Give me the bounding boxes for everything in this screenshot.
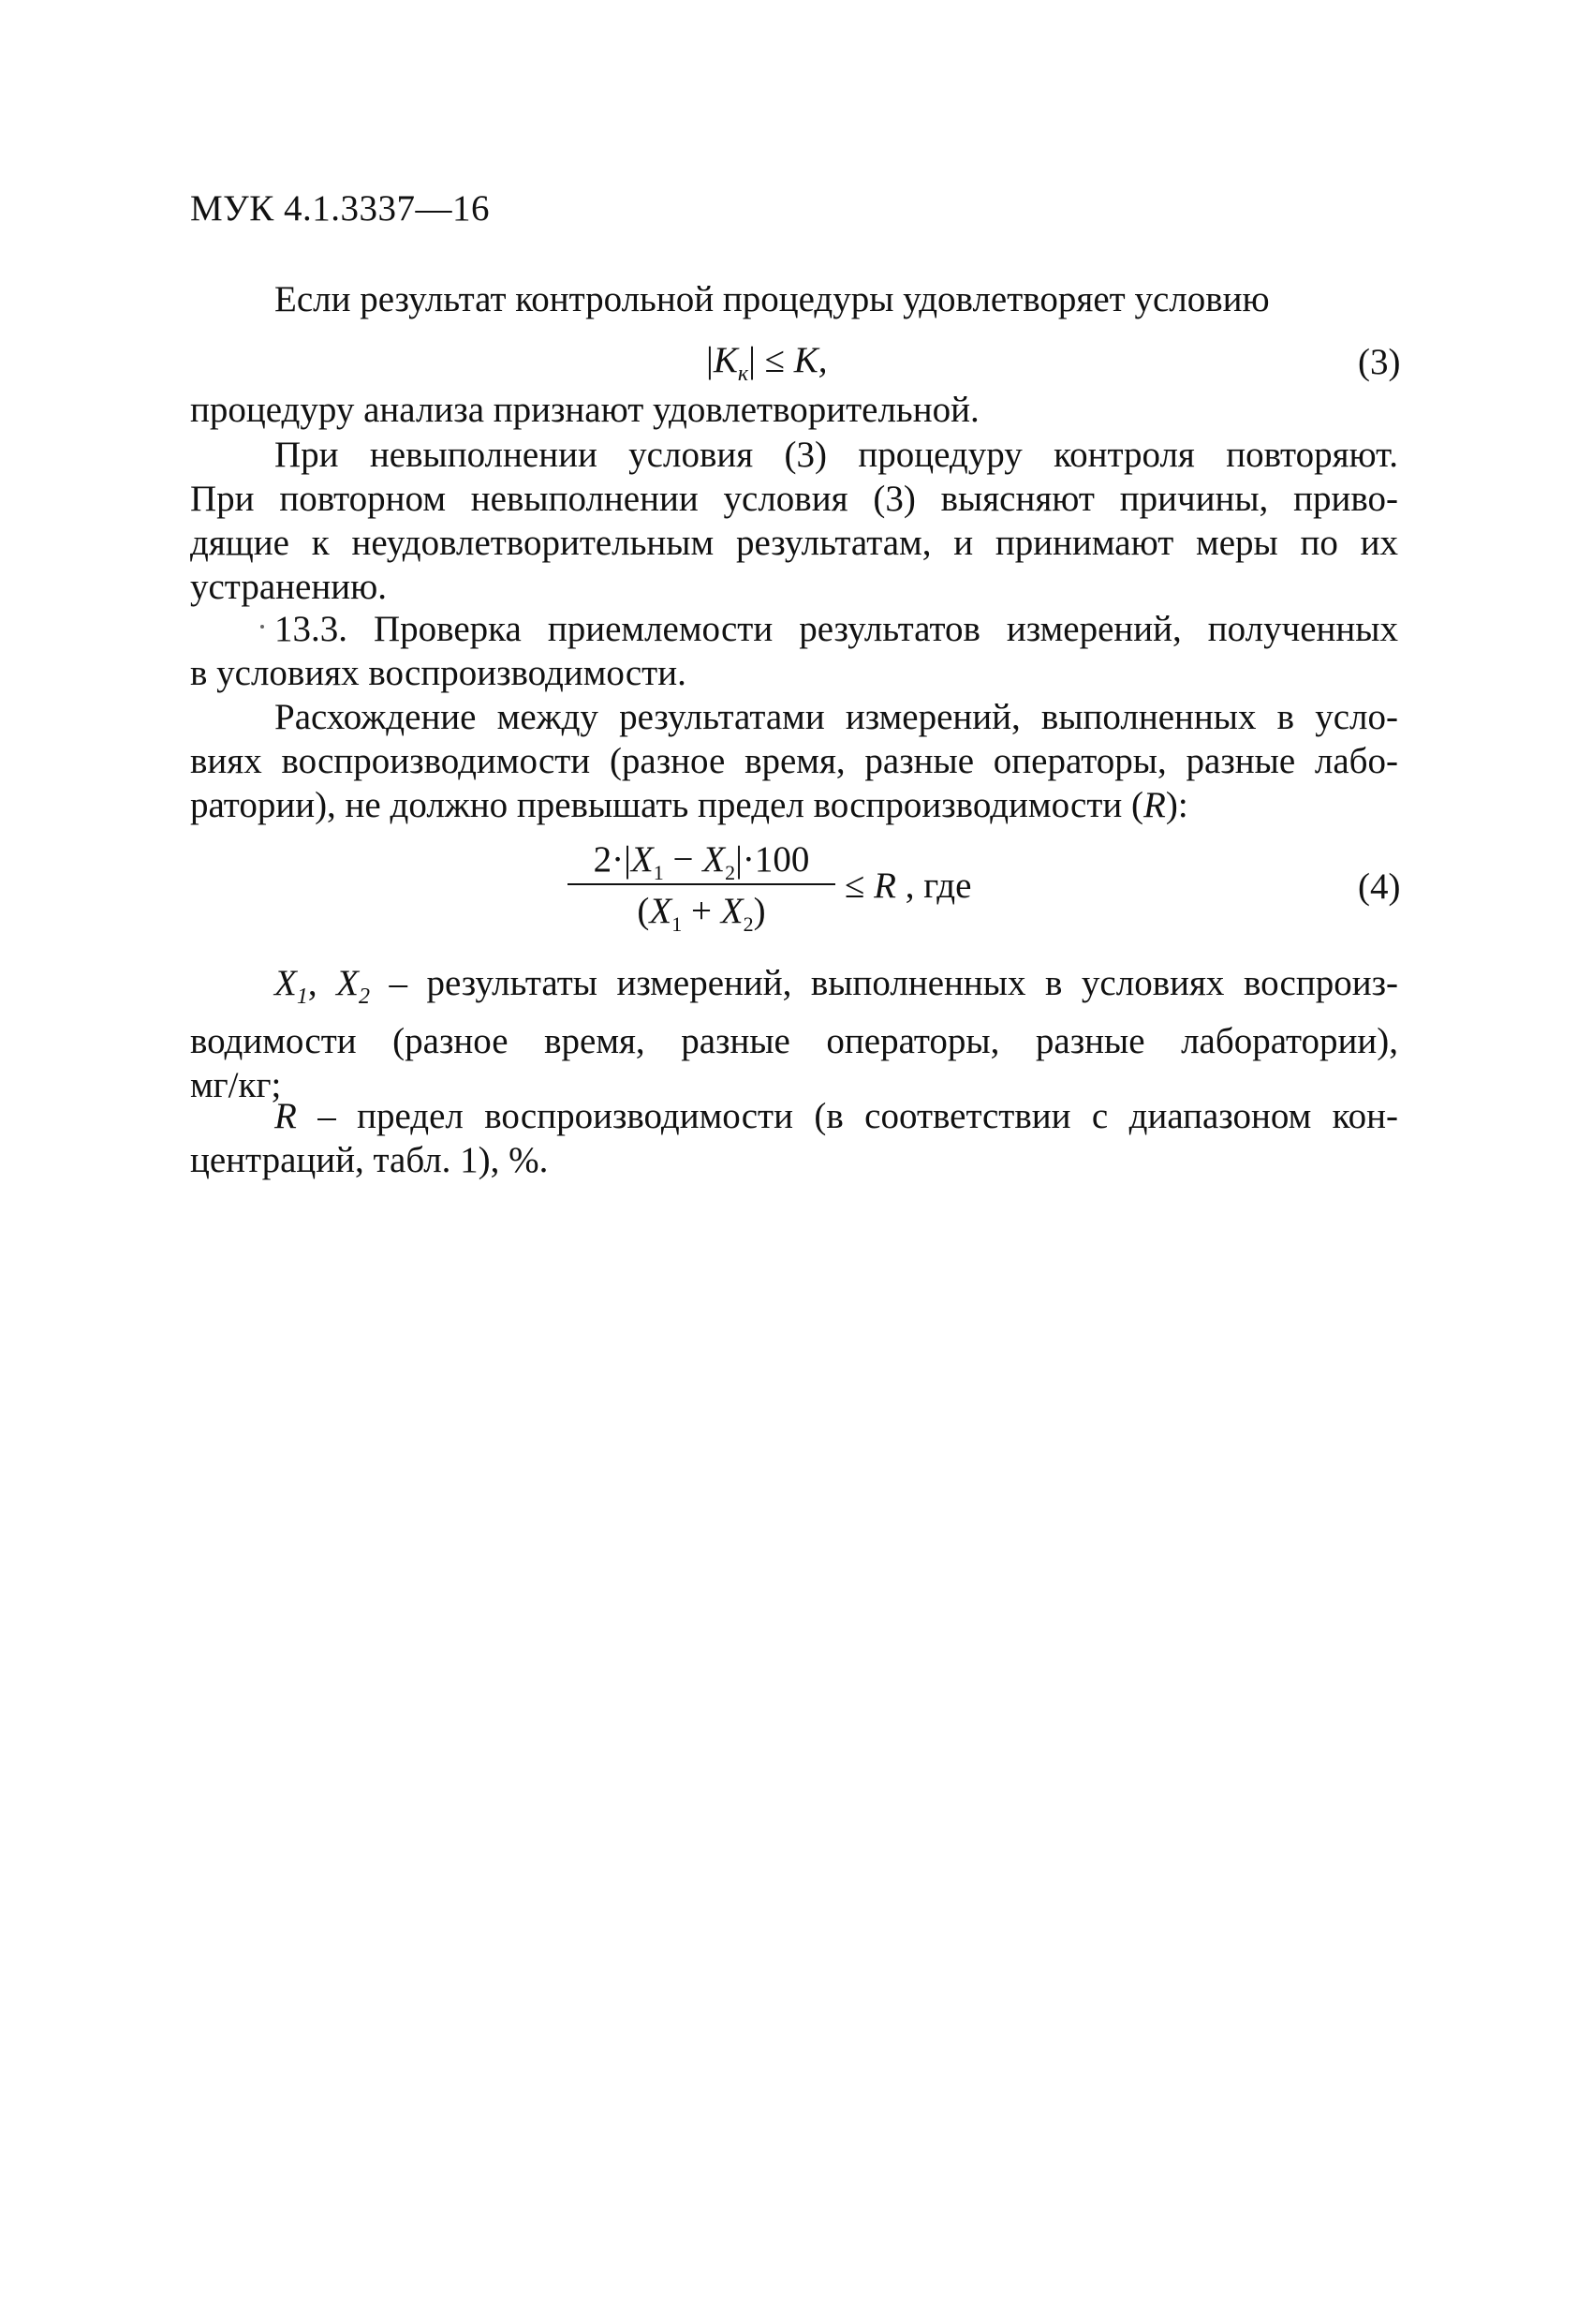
paragraph-conclusion bbox=[190, 388, 1398, 432]
text-line: При повторном невыполнении условия (3) выясняют причины, приво- bbox=[190, 479, 1398, 519]
formula-number-3: (3) bbox=[1358, 342, 1401, 382]
text-line: Если результат контрольной процедуры удовлетворяет условию bbox=[274, 279, 1270, 319]
text-line: Расхождение между результатами измерений, выполненных в усло- bbox=[274, 697, 1398, 737]
formula-var: X bbox=[720, 891, 744, 931]
text-line: устранению. bbox=[190, 567, 387, 607]
formula-4 bbox=[566, 836, 996, 949]
formula-text: 2·| bbox=[593, 839, 631, 880]
formula-var: K bbox=[713, 340, 738, 380]
text-fragment: – предел воспроизводимости (в соответствии с диапазоном кон- bbox=[296, 1096, 1398, 1136]
formula-subscript: 2 bbox=[743, 911, 754, 936]
formula-rhs: K, bbox=[793, 340, 828, 380]
formula-relation: ≤ bbox=[755, 340, 794, 380]
text-line: водимости (разное время, разные операторы, разные лаборатории), bbox=[190, 1020, 1398, 1061]
paragraph-repeat-control bbox=[190, 433, 1398, 609]
text-line: в условиях воспроизводимости. bbox=[190, 653, 686, 693]
text-line bbox=[190, 961, 1398, 1019]
text-fragment: , bbox=[307, 963, 337, 1003]
text-line: процедуру анализа признают удовлетворительной. bbox=[190, 390, 980, 430]
paragraph-reproducibility bbox=[190, 695, 1398, 827]
formula-subscript: 2 bbox=[358, 984, 370, 1009]
text-line: виях воспроизводимости (разное время, разные операторы, разные лабо- bbox=[190, 741, 1398, 781]
text-line bbox=[190, 1094, 1398, 1138]
formula-relation: ≤ bbox=[845, 866, 875, 906]
text-line: центраций, табл. 1), %. bbox=[190, 1140, 549, 1180]
formula-subscript: 1 bbox=[653, 860, 664, 884]
text-line: При невыполнении условия (3) процедуру контроля повторяют. bbox=[274, 435, 1398, 475]
fraction bbox=[566, 836, 837, 934]
formula-var: R bbox=[874, 866, 896, 906]
paragraph-variable-definition-x bbox=[190, 961, 1398, 1107]
formula-subscript: 1 bbox=[296, 984, 308, 1009]
formula-var: X bbox=[336, 963, 359, 1003]
text-fragment: – результаты измерений, выполненных в условиях воспроиз- bbox=[369, 963, 1399, 1003]
section-heading-line: 13.3. Проверка приемлемости результатов измерений, полученных bbox=[274, 609, 1398, 649]
text-line bbox=[190, 783, 1398, 827]
formula-var: X bbox=[702, 839, 726, 880]
formula-var: R bbox=[274, 1096, 297, 1136]
text-line: мг/кг; bbox=[190, 1064, 282, 1105]
abs-bar: | bbox=[748, 340, 756, 380]
paragraph-variable-definition-r bbox=[190, 1094, 1398, 1182]
formula-text: ( bbox=[637, 891, 650, 931]
formula-text: ) bbox=[753, 891, 766, 931]
text-line: дящие к неудовлетворительным результатам, и принимают меры по их bbox=[190, 523, 1398, 563]
paragraph-section-13-3 bbox=[190, 607, 1398, 695]
text-fragment: ратории), не должно превышать предел воспроизводимости ( bbox=[190, 785, 1144, 825]
text-fragment: ): bbox=[1165, 785, 1188, 825]
formula-var: R bbox=[1143, 785, 1166, 825]
formula-operator: − bbox=[663, 839, 703, 880]
abs-bar: | bbox=[706, 340, 714, 380]
formula-subscript: к bbox=[737, 361, 749, 386]
fraction-numerator bbox=[566, 836, 837, 883]
fraction-denominator bbox=[566, 885, 837, 934]
formula-var: X bbox=[649, 891, 672, 931]
document-id: МУК 4.1.3337—16 bbox=[190, 188, 491, 229]
paragraph-condition-intro bbox=[190, 277, 1398, 321]
formula-var: X bbox=[630, 839, 654, 880]
formula-number-4: (4) bbox=[1358, 866, 1401, 907]
formula-text: , где bbox=[895, 866, 972, 906]
formula-3 bbox=[706, 339, 828, 387]
formula-subscript: 1 bbox=[671, 911, 683, 936]
formula-operator: + bbox=[682, 891, 721, 931]
formula-text: |·100 bbox=[735, 839, 810, 880]
formula-rhs bbox=[845, 865, 971, 907]
formula-subscript: 2 bbox=[725, 860, 736, 884]
formula-var: X bbox=[274, 963, 297, 1003]
